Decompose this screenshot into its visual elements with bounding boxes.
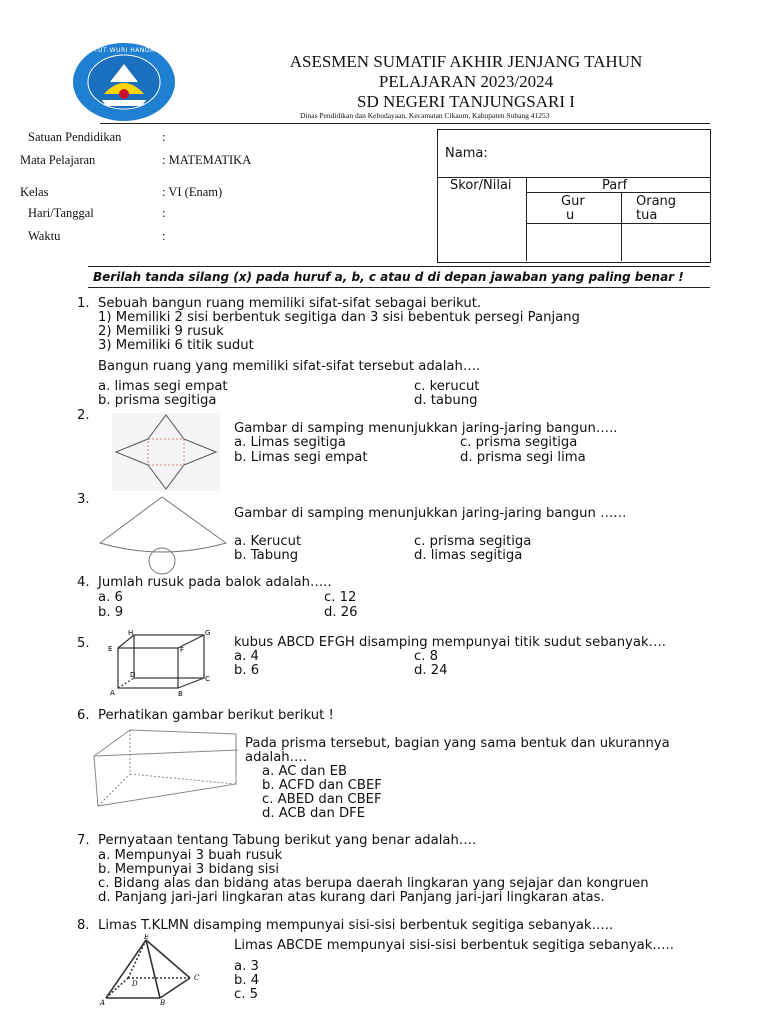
cube-label-d: D [130, 671, 136, 679]
q1-item-2: 2) Memiliki 9 rusuk [98, 324, 224, 339]
ortu-label-1: Orang [636, 194, 677, 209]
q4-option-c[interactable]: c. 12 [324, 590, 357, 605]
q5-option-a[interactable]: a. 4 [234, 649, 259, 664]
q6-number: 6. [77, 708, 90, 723]
hari-label: Hari/Tanggal [28, 206, 94, 220]
q6-option-d[interactable]: d. ACB dan DFE [262, 806, 366, 821]
q2-number: 2. [77, 408, 90, 423]
q8-option-a[interactable]: a. 3 [234, 959, 259, 974]
q4-text: Jumlah rusuk pada balok adalah….. [98, 575, 332, 590]
q2-text: Gambar di samping menunjukkan jaring-jaring bangun….. [234, 421, 618, 436]
cube-label-g: G [205, 629, 211, 637]
q6-stem-1: Pada prisma tersebut, bagian yang sama bentuk dan ukurannya [245, 736, 670, 751]
q7-option-d[interactable]: d. Panjang jari-jari lingkaran atas kurang dari Panjang jari-jari lingkaran atas. [98, 890, 605, 905]
pyramid-figure [98, 934, 210, 1006]
cube-label-c: C [205, 675, 210, 683]
q1-text: Sebuah bangun ruang memiliki sifat-sifat sebagai berikut. [98, 296, 482, 311]
q7-option-b[interactable]: b. Mempunyai 3 bidang sisi [98, 862, 279, 877]
q2-option-d[interactable]: d. prisma segi lima [460, 450, 586, 465]
score-row-divider-3 [526, 223, 710, 224]
pyramid-label-a: A [100, 999, 106, 1006]
q3-option-b[interactable]: b. Tabung [234, 548, 299, 563]
q8-text: Limas T.KLMN disamping mempunyai sisi-sisi berbentuk segitiga sebanyak….. [98, 918, 614, 933]
q2-option-a[interactable]: a. Limas segitiga [234, 435, 346, 450]
q6-option-c[interactable]: c. ABED dan CBEF [262, 792, 382, 807]
q2-option-b[interactable]: b. Limas segi empat [234, 450, 368, 465]
q1-option-b[interactable]: b. prisma segitiga [98, 393, 217, 408]
pyramid-label-d: D [132, 980, 138, 988]
cube-label-a: A [110, 689, 115, 697]
pyramid-label-e: E [144, 934, 150, 941]
q8-number: 8. [77, 918, 90, 933]
q8-stem: Limas ABCDE mempunyai sisi-sisi berbentuk segitiga sebanyak….. [234, 938, 674, 953]
q3-number: 3. [77, 492, 90, 507]
q4-option-a[interactable]: a. 6 [98, 590, 123, 605]
score-col-divider-2 [621, 192, 622, 261]
q3-option-a[interactable]: a. Kerucut [234, 534, 302, 549]
q1-option-c[interactable]: c. kerucut [414, 379, 480, 394]
guru-label-1: Gur [561, 194, 585, 209]
q8-option-b[interactable]: b. 4 [234, 973, 260, 988]
instruction: Berilah tanda silang (x) pada huruf a, b, c atau d di depan jawaban yang paling benar ! [93, 270, 684, 284]
q6-option-b[interactable]: b. ACFD dan CBEF [262, 778, 382, 793]
q6-stem-2: adalah…. [245, 750, 308, 765]
skor-label: Skor/Nilai [450, 178, 512, 193]
q5-option-c[interactable]: c. 8 [414, 649, 439, 664]
q8-option-c[interactable]: c. 5 [234, 987, 259, 1002]
q1-option-a[interactable]: a. limas segi empat [98, 379, 228, 394]
q1-question: Bangun ruang yang memiliki sifat-sifat tersebut adalah…. [98, 359, 481, 374]
mapel-value: : MATEMATIKA [162, 153, 252, 167]
pyramid-label-c: C [194, 974, 200, 982]
cube-figure [104, 628, 216, 698]
q1-item-1: 1) Memiliki 2 sisi berbentuk segitiga dan 3 sisi bebentuk persegi Panjang [98, 310, 580, 325]
instruction-divider-bottom [88, 287, 710, 288]
q3-option-c[interactable]: c. prisma segitiga [414, 534, 532, 549]
parf-label: Parf [602, 178, 628, 193]
square-pyramid-net-figure [112, 413, 220, 491]
tut-wuri-handayani-logo-icon [72, 42, 176, 122]
header-divider [100, 123, 710, 124]
q5-option-d[interactable]: d. 24 [414, 663, 448, 678]
satuan-label: Satuan Pendidikan [28, 130, 122, 144]
title-line-1: ASESMEN SUMATIF AKHIR JENJANG TAHUN [289, 52, 643, 71]
q4-option-b[interactable]: b. 9 [98, 605, 124, 620]
q1-item-3: 3) Memiliki 6 titik sudut [98, 338, 254, 353]
cube-label-e: E [108, 645, 113, 653]
q3-option-d[interactable]: d. limas segitiga [414, 548, 523, 563]
q2-option-c[interactable]: c. prisma segitiga [460, 435, 578, 450]
kelas-label: Kelas [20, 185, 49, 199]
q4-number: 4. [77, 575, 90, 590]
q7-text: Pernyataan tentang Tabung berikut yang benar adalah…. [98, 833, 477, 848]
cube-label-b: B [178, 690, 183, 698]
kelas-value: : VI (Enam) [162, 185, 223, 199]
q7-option-c[interactable]: c. Bidang alas dan bidang atas berupa daerah lingkaran yang sejajar dan kongruen [98, 876, 649, 891]
waktu-label: Waktu [28, 229, 61, 243]
q5-text: kubus ABCD EFGH disamping mempunyai titik sudut sebanyak…. [234, 635, 666, 650]
satuan-value: : [162, 130, 166, 144]
q5-number: 5. [77, 636, 90, 651]
q1-number: 1. [77, 296, 90, 311]
guru-label-2: u [566, 208, 575, 223]
nama-label: Nama: [445, 146, 488, 161]
ortu-label-2: tua [636, 208, 658, 223]
q1-option-d[interactable]: d. tabung [414, 393, 478, 408]
cube-label-f: F [180, 646, 185, 654]
cone-net-figure [96, 495, 232, 575]
hari-value: : [162, 206, 166, 220]
subtitle: Dinas Pendidikan dan Kebudayaan, Kecamatan Cikaum, Kabupaten Subang 41253 [300, 111, 550, 120]
q7-option-a[interactable]: a. Mempunyai 3 buah rusuk [98, 848, 283, 863]
title-line-2: PELAJARAN 2023/2024 [378, 72, 554, 91]
pyramid-label-b: B [160, 999, 166, 1006]
q3-text: Gambar di samping menunjukkan jaring-jaring bangun …… [234, 506, 627, 521]
q6-option-a[interactable]: a. AC dan EB [262, 764, 348, 779]
q5-option-b[interactable]: b. 6 [234, 663, 260, 678]
logo [72, 42, 176, 122]
q6-text: Perhatikan gambar berikut berikut ! [98, 708, 334, 723]
title-line-3: SD NEGERI TANJUNGSARI I [357, 92, 575, 111]
waktu-value: : [162, 229, 166, 243]
score-col-divider [526, 177, 527, 261]
q7-number: 7. [77, 833, 90, 848]
triangular-prism-figure [88, 726, 240, 810]
instruction-divider [88, 266, 710, 267]
q4-option-d[interactable]: d. 26 [324, 605, 358, 620]
mapel-label: Mata Pelajaran [20, 153, 96, 167]
logo-text: TUT WURI HANDAYANI [94, 47, 170, 54]
cube-label-h: H [128, 629, 134, 637]
